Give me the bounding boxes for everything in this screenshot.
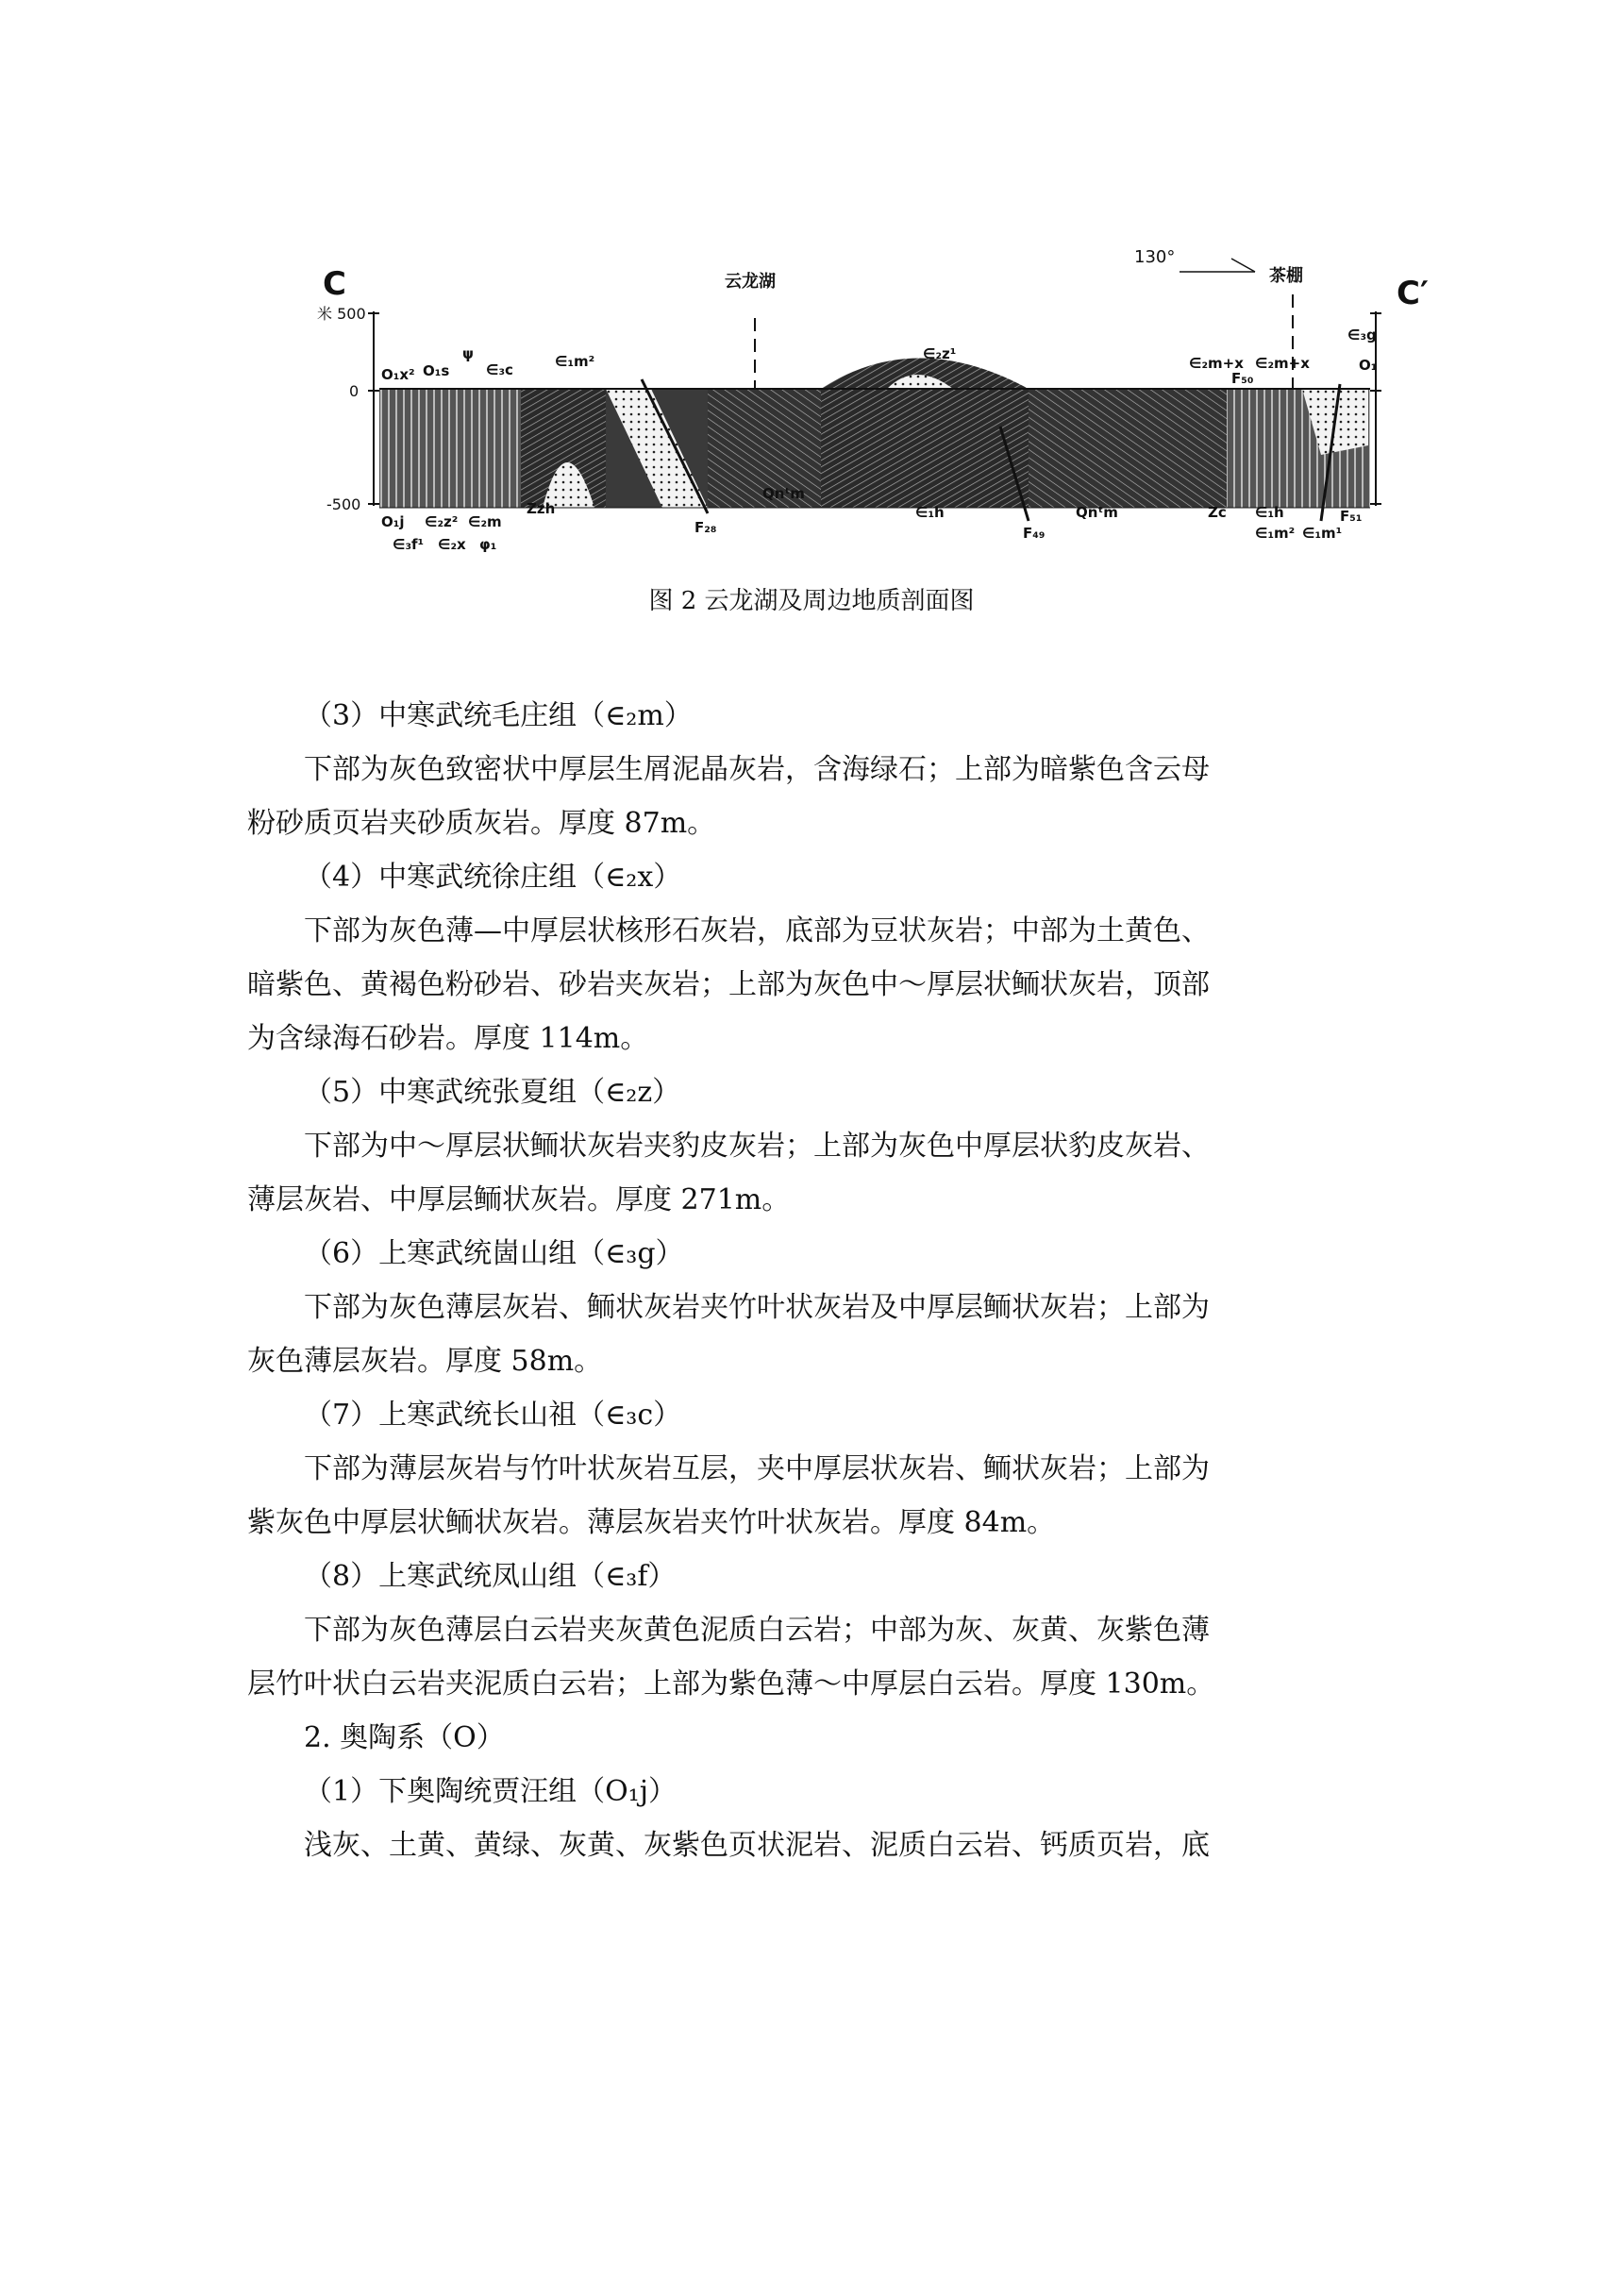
paragraph-line: 灰色薄层灰岩。厚度 58m。 [247,1345,603,1378]
label-e1h-1: ∈₁h [915,504,945,521]
heading-fengshan: （8）上寒武统凤山组（∈₃f） [304,1560,677,1593]
heading-xuzhuang: （4）中寒武统徐庄组（∈₂x） [304,861,682,894]
heading-changshan: （7）上寒武统长山祖（∈₃c） [304,1399,682,1432]
paragraph-line: 粉砂质页岩夹砂质灰岩。厚度 87m。 [247,807,716,840]
heading-maozhuang: （3）中寒武统毛庄组（∈₂m） [304,699,693,732]
label-e1h-2: ∈₁h [1255,504,1284,521]
direction-indicator [1134,247,1255,272]
section-strata [379,359,1370,509]
label-o1x2: O₁x² [381,366,415,383]
label-e2z1: ∈₂z¹ [923,345,957,362]
scale-zero: 0 [349,382,360,400]
paragraph-line: 下部为灰色薄层白云岩夹灰黄色泥质白云岩；中部为灰、灰黄、灰紫色薄 [304,1614,1210,1647]
paragraph-line: 下部为中～厚层状鲕状灰岩夹豹皮灰岩；上部为灰色中厚层状豹皮灰岩、 [304,1130,1210,1163]
paragraph-line: 暗紫色、黄褐色粉砂岩、砂岩夹灰岩；上部为灰色中～厚层状鲕状灰岩，顶部 [247,968,1210,1001]
label-zc: Zc [1208,504,1227,521]
paragraph-line: 下部为灰色致密状中厚层生屑泥晶灰岩，含海绿石；上部为暗紫色含云母 [304,753,1210,786]
heading-gushan: （6）上寒武统崮山组（∈₃g） [304,1237,684,1270]
place-lake: 云龙湖 [725,272,776,292]
paragraph-line: 下部为灰色薄层灰岩、鲕状灰岩夹竹叶状灰岩及中厚层鲕状灰岩；上部为 [304,1291,1210,1324]
paragraph-line: 紫灰色中厚层状鲕状灰岩。薄层灰岩夹竹叶状灰岩。厚度 84m。 [247,1506,1056,1539]
label-qntm-2: Qnᵗm [1076,504,1118,521]
label-e2mx-top: ∈₂m+x [1255,355,1310,372]
label-f28: F₂₈ [694,519,717,536]
label-qntm-1: Qnᵗm [762,485,805,502]
section-end-left: C [323,265,346,303]
place-village: 茶棚 [1269,266,1303,286]
paragraph-line: 下部为薄层灰岩与竹叶状灰岩互层，夹中厚层状灰岩、鲕状灰岩；上部为 [304,1452,1210,1485]
label-f50: F₅₀ [1231,370,1254,387]
label-o1-right: O₁ [1359,357,1378,374]
paragraph-line: 下部为灰色薄—中厚层状核形石灰岩，底部为豆状灰岩；中部为土黄色、 [304,914,1210,947]
label-f51: F₅₁ [1340,508,1363,525]
section-end-right: C′ [1397,275,1429,312]
label-e3c: ∈₃c [486,361,513,378]
heading-zhangxia: （5）中寒武统张夏组（∈₂z） [304,1076,681,1109]
label-e2x: ∈₂x [438,536,466,553]
label-e2z2: ∈₂z² [425,513,459,530]
label-e2m: ∈₂m [468,513,502,530]
label-e2m-top: ∈₂m+x [1189,355,1244,372]
label-phi1: φ₁ [479,536,497,553]
paragraph-line: 薄层灰岩、中厚层鲕状灰岩。厚度 271m。 [247,1183,791,1216]
label-e1m2-bottom: ∈₁m² [1255,525,1296,542]
label-phi: ψ [462,345,474,362]
heading-jiawang: （1）下奥陶统贾汪组（O₁j） [304,1775,678,1808]
heading-ordovician: 2. 奥陶系（O） [304,1721,505,1754]
scale-top: 米 500 [317,305,366,323]
paragraph-line: 浅灰、土黄、黄绿、灰黄、灰紫色页状泥岩、泥质白云岩、钙质页岩，底 [304,1829,1210,1862]
label-o1j: O₁j [381,513,405,530]
label-e1m1: ∈₁m¹ [1302,525,1343,542]
figure-caption: 图 2 云龙湖及周边地质剖面图 [648,587,975,615]
label-e3g: ∈₃g [1347,327,1377,344]
paragraph-line: 层竹叶状白云岩夹泥质白云岩；上部为紫色薄～中厚层白云岩。厚度 130m。 [247,1668,1215,1701]
direction-label: 130° [1134,247,1176,267]
geologic-cross-section [311,238,1444,578]
label-o1s: O₁s [423,362,450,379]
label-e1m2: ∈₁m² [555,353,595,370]
scale-bottom: -500 [326,495,361,513]
label-zzh: Zzh [527,500,556,517]
label-e3f1: ∈₃f¹ [393,536,425,553]
label-f49: F₄₉ [1023,525,1046,542]
paragraph-line: 为含绿海石砂岩。厚度 114m。 [247,1022,649,1055]
